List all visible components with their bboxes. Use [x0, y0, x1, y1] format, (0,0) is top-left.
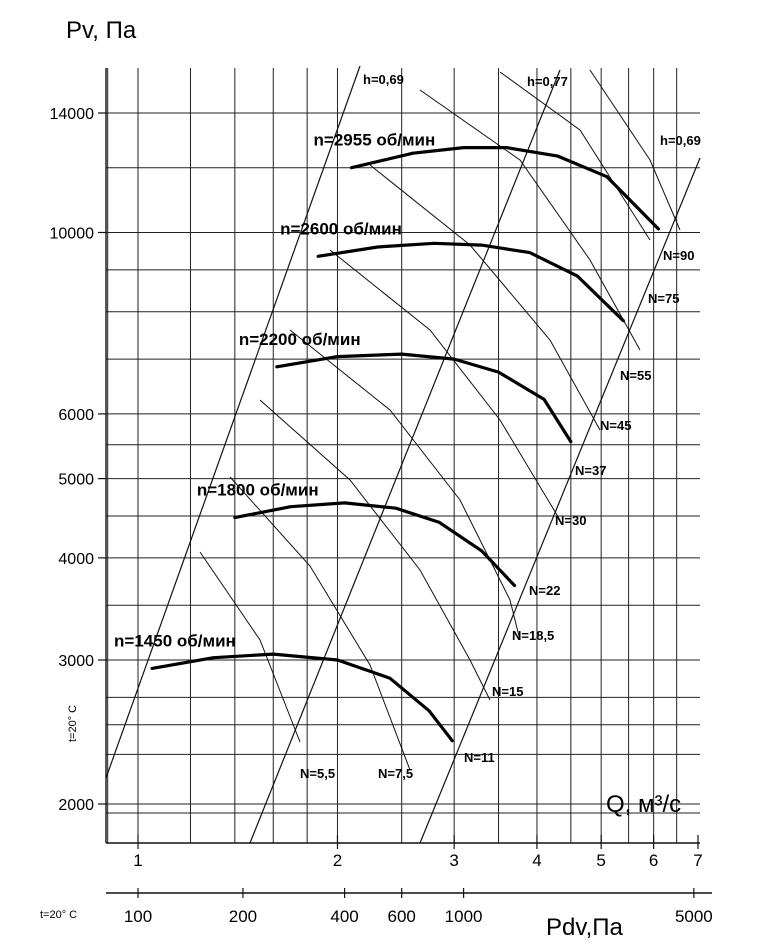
x-axis-title: Q, м³/с [606, 791, 682, 818]
x-tick-label: 6 [648, 851, 659, 870]
x2-tick-label: 1000 [444, 907, 483, 926]
chart-grid [106, 68, 700, 843]
efficiency-line-right [420, 158, 700, 843]
power-label: N=11 [464, 750, 495, 765]
y-tick-label: 14000 [49, 106, 94, 123]
power-arc [290, 330, 520, 640]
power-label: N=75 [648, 291, 680, 306]
x2-tick-label: 400 [330, 907, 359, 926]
efficiency-line-center [250, 70, 560, 843]
y-axis-title: Pv, Па [66, 17, 137, 44]
x2-axis-title: Pdv,Па [546, 914, 623, 941]
y-tick-label: 10000 [49, 225, 94, 243]
y-tick-label: 2000 [58, 797, 94, 814]
power-label: N=37 [575, 463, 607, 478]
fan-curve-2 [235, 503, 515, 586]
power-label: N=90 [663, 248, 695, 263]
x-tick-label: 4 [532, 851, 542, 870]
series-label-5: n=2955 об/мин [313, 130, 436, 150]
series-label-4: n=2600 об/мин [280, 219, 402, 239]
x2-tick-label: 600 [387, 907, 416, 926]
power-arc [330, 250, 560, 520]
power-label: N=15 [492, 684, 524, 699]
series-label-3: n=2200 об/мин [238, 329, 361, 349]
x-tick-label: 3 [449, 851, 459, 870]
y-tick-label: 5000 [58, 471, 94, 489]
x2-tick-label: 200 [228, 907, 258, 926]
power-label: N=30 [555, 513, 587, 528]
power-arc [230, 477, 410, 770]
x-tick-label: 7 [693, 851, 703, 870]
power-label: N=45 [600, 418, 632, 433]
fan-curve-4 [318, 243, 623, 320]
fan-curve-5 [352, 148, 659, 229]
temperature-note-bottom: t=20° C [40, 909, 78, 921]
power-label: N=7,5 [378, 766, 414, 781]
efficiency-label: h=0,69 [660, 133, 701, 148]
series-label-1: n=1450 об/мин [114, 631, 236, 651]
efficiency-label: h=0,69 [363, 72, 404, 87]
y-tick-label: 3000 [58, 653, 94, 671]
efficiency-line-left [106, 66, 360, 778]
temperature-note-vertical: t=20° C [67, 704, 79, 742]
efficiency-label: h=0,77 [527, 74, 568, 89]
power-label: N=55 [620, 368, 652, 383]
x2-tick-label: 100 [123, 907, 153, 926]
power-arc [370, 165, 600, 430]
power-label: N=22 [529, 583, 561, 598]
series-label-2: n=1800 об/мин [196, 480, 319, 500]
power-arc [420, 90, 640, 350]
y-tick-label: 6000 [58, 406, 94, 424]
x2-tick-label: 5000 [674, 907, 713, 926]
x-tick-label: 5 [596, 851, 606, 870]
power-arc [500, 72, 650, 240]
power-label: N=5,5 [300, 766, 336, 781]
x-tick-label: 1 [133, 851, 143, 870]
fan-curve-3 [277, 354, 571, 442]
y-tick-label: 4000 [58, 550, 94, 568]
power-label: N=18,5 [512, 628, 555, 643]
x-tick-label: 2 [332, 851, 343, 870]
